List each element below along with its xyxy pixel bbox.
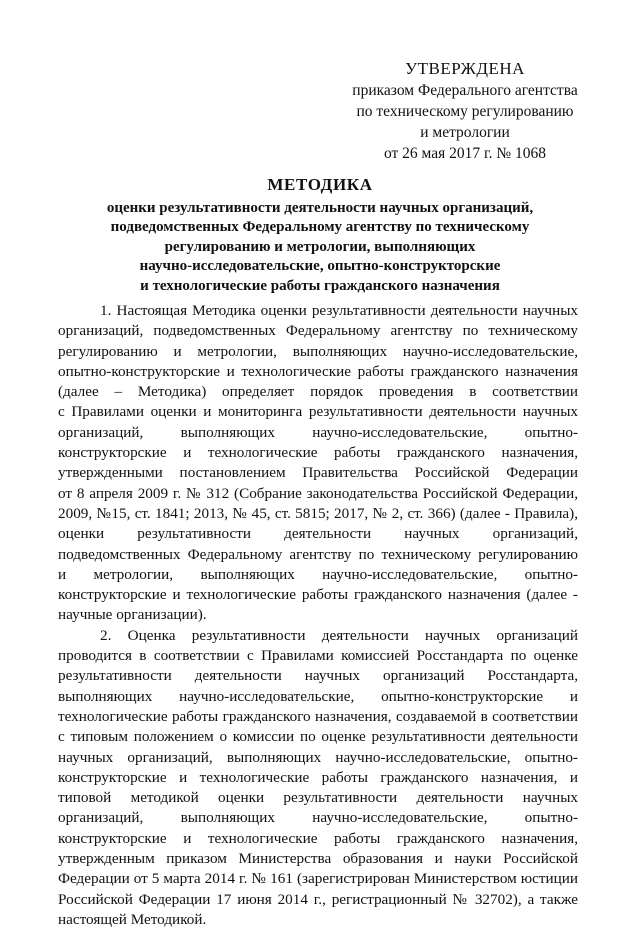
heading-line: регулированию и метрологии, выполняющих <box>164 238 476 255</box>
text-line: конструкторские и технологические работы гражданского назначения, и <box>58 768 578 786</box>
text-line: 1. Настоящая Методика оценки результативности деятельности научных <box>100 302 578 319</box>
heading-line: и технологические работы гражданского назначения <box>140 277 500 294</box>
text-line: подведомственных Федеральному агентству по техническому регулированию <box>58 545 578 563</box>
approval-title: УТВЕРЖДЕНА <box>405 59 525 78</box>
text-line: настоящей Методикой. <box>58 910 207 928</box>
text-line: утвержденным приказом Министерства образования и науки Российской <box>58 850 578 868</box>
text-line: опытно-конструкторские и технологические работы гражданского назначения <box>58 362 578 380</box>
heading-line: подведомственных Федеральному агентству по техническому <box>110 219 530 235</box>
text-line: выполняющих научно-исследовательские, опытно-конструкторские и <box>58 687 578 705</box>
paragraph-1 <box>58 301 578 626</box>
text-line: научных организаций, выполняющих научно-исследовательские, опытно- <box>58 748 578 766</box>
text-line: 2. Оценка результативности деятельности научных организаций <box>100 626 578 644</box>
document-body <box>58 301 578 930</box>
approval-date-line: от 26 мая 2017 г. № 1068 <box>383 145 547 162</box>
document-heading <box>60 175 580 296</box>
text-line: типовой методикой оценки результативности деятельности научных <box>58 789 578 807</box>
text-line: от 8 апреля 2009 г. № 312 (Собрание законодательства Российской Федерации, <box>58 484 578 502</box>
text-line: организаций, выполняющих научно-исследовательские, опытно- <box>58 809 578 827</box>
text-line: Федерации от 5 марта 2014 г. № 161 (зарегистрирован Министерством юстиции <box>58 870 578 888</box>
text-line: организаций, выполняющих научно-исследовательские, опытно- <box>58 423 578 441</box>
text-line: 2009, №15, ст. 1841; 2013, № 45, ст. 5815; 2017, № 2, ст. 366) (далее - Правила), <box>58 504 578 522</box>
approval-line: и метрологии <box>420 124 510 141</box>
text-line: (далее – Методика) определяет порядок проведения в соответствии <box>58 383 578 401</box>
text-line: Российской Федерации 17 июня 2014 г., регистрационный № 32702), а также <box>58 890 578 908</box>
text-line: с Правилами оценки и мониторинга результативности деятельности научных <box>58 403 578 421</box>
text-line: конструкторские и технологические работы гражданского назначения, <box>58 444 578 462</box>
text-line: утвержденными постановлением Правительства Российской Федерации <box>58 464 578 482</box>
text-line: результативности деятельности научных организаций Росстандарта, <box>58 667 578 685</box>
document-title: МЕТОДИКА <box>267 175 373 194</box>
text-line: с типовым положением о комиссии по оценке результативности деятельности <box>58 728 578 746</box>
paragraph-2 <box>58 626 578 930</box>
heading-line: оценки результативности деятельности научных организаций, <box>106 199 534 216</box>
text-line: проводится в соответствии с Правилами комиссией Росстандарта по оценке <box>58 647 578 665</box>
text-line: оценки результативности деятельности научных организаций, <box>58 525 578 543</box>
approval-line: приказом Федерального агентства <box>352 82 578 99</box>
text-line: регулированию и метрологии, выполняющих научно-исследовательские, <box>58 342 578 360</box>
text-line: конструкторские и технологические работы гражданского назначения, <box>58 829 578 847</box>
text-line: организаций, подведомственных Федеральному агентству по техническому <box>58 322 578 340</box>
text-line: и метрологии, выполняющих научно-исследовательские, опытно- <box>58 565 578 583</box>
heading-line: научно-исследовательские, опытно-конструкторские <box>139 258 501 274</box>
text-line: технологические работы гражданского назначения, создаваемой в соответствии <box>58 707 578 725</box>
approval-block <box>330 58 600 164</box>
text-line: конструкторские и технологические работы гражданского назначения (далее - <box>58 586 578 604</box>
approval-line: по техническому регулированию <box>356 103 574 120</box>
text-line: научные организации). <box>58 606 207 624</box>
